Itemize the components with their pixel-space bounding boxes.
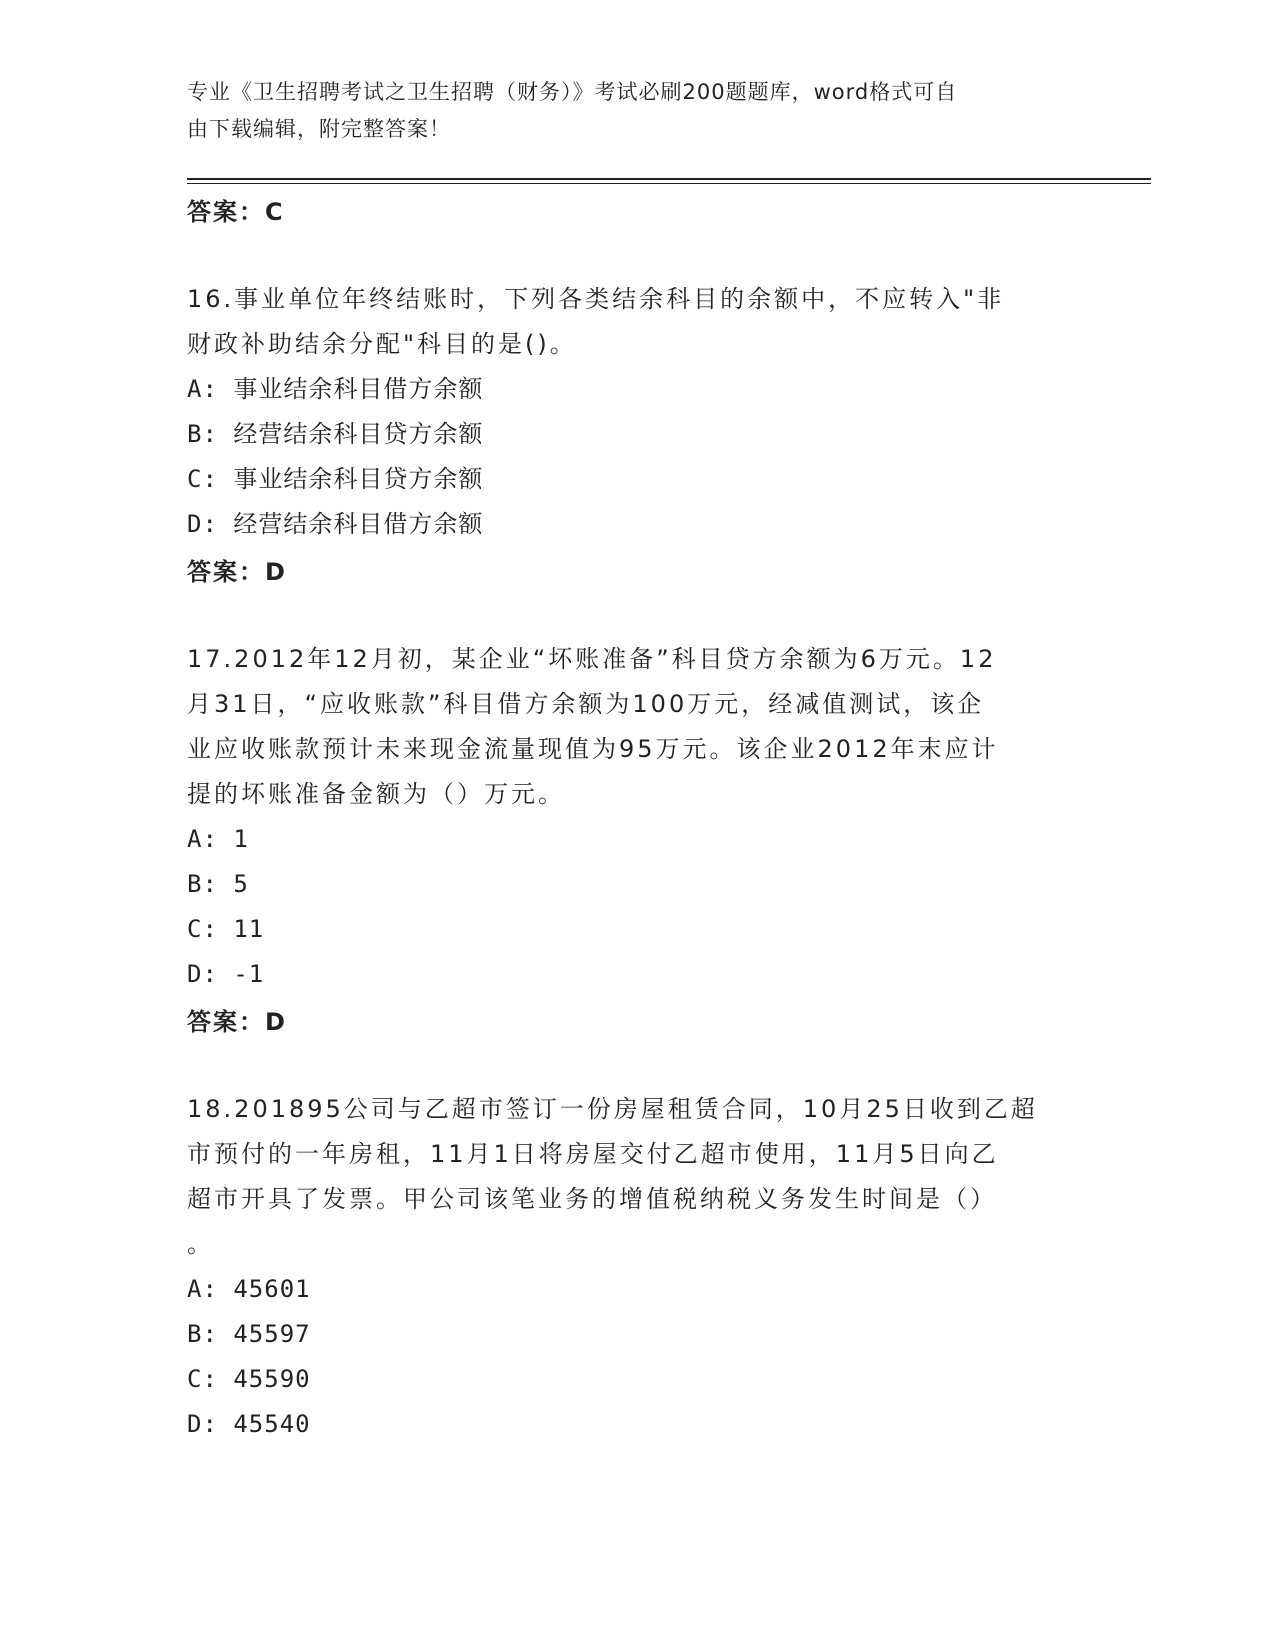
header-divider-thin: [187, 183, 1151, 184]
question-stem: [187, 1087, 1087, 1267]
option-a: [187, 1267, 1087, 1312]
option-text: 经营结余科目借方余额: [233, 510, 484, 538]
answer-line: [187, 547, 1087, 597]
spacer: [187, 237, 1087, 277]
option-text: 45601: [233, 1275, 311, 1303]
option-key: B:: [187, 870, 218, 898]
stem-line: 超市开具了发票。甲公司该笔业务的增值税纳税义务发生时间是（）: [187, 1185, 997, 1213]
header-line-1: 专业《卫生招聘考试之卫生招聘（财务）》考试必刷200题题库，word格式可自: [187, 80, 958, 104]
stem-line: 18.201895公司与乙超市签订一份房屋租赁合同，10月25日收到乙超: [187, 1095, 1038, 1123]
answer-label: 答案：: [187, 558, 265, 586]
header-line-2: 由下载编辑，附完整答案！: [187, 117, 451, 141]
question-16: [187, 277, 1087, 597]
option-text: 45597: [233, 1320, 311, 1348]
option-b: [187, 862, 1087, 907]
option-key: B:: [187, 1320, 218, 1348]
option-d: [187, 1402, 1087, 1447]
spacer: [187, 597, 1087, 637]
option-c: [187, 907, 1087, 952]
answer-value: D: [265, 558, 287, 586]
option-c: [187, 1357, 1087, 1402]
stem-line: 提的坏账准备金额为（）万元。: [187, 780, 565, 808]
option-text: 1: [233, 825, 249, 853]
stem-line: 业应收账款预计未来现金流量现值为95万元。该企业2012年末应计: [187, 735, 999, 763]
header-divider-thick: [187, 178, 1151, 180]
option-key: A:: [187, 375, 218, 403]
option-text: -1: [233, 960, 265, 988]
option-text: 11: [233, 915, 265, 943]
answer-label: 答案：: [187, 1008, 265, 1036]
option-text: 经营结余科目贷方余额: [233, 420, 484, 448]
stem-line: 月31日，“应收账款”科目借方余额为100万元，经减值测试，该企: [187, 690, 985, 718]
option-b: [187, 1312, 1087, 1357]
option-key: C:: [187, 915, 218, 943]
option-text: 事业结余科目借方余额: [233, 375, 484, 403]
answer-line: [187, 997, 1087, 1047]
question-18: [187, 1087, 1087, 1447]
stem-line: 市预付的一年房租，11月1日将房屋交付乙超市使用，11月5日向乙: [187, 1140, 999, 1168]
option-b: [187, 412, 1087, 457]
option-d: [187, 502, 1087, 547]
option-key: A:: [187, 825, 218, 853]
option-a: [187, 367, 1087, 412]
option-key: D:: [187, 960, 218, 988]
question-stem: [187, 277, 1087, 367]
stem-line: 16.事业单位年终结账时，下列各类结余科目的余额中，不应转入"非: [187, 285, 1005, 313]
answer-value: D: [265, 1008, 287, 1036]
option-text: 45590: [233, 1365, 311, 1393]
stem-line: 17.2012年12月初，某企业“坏账准备”科目贷方余额为6万元。12: [187, 645, 997, 673]
option-text: 事业结余科目贷方余额: [233, 465, 484, 493]
option-d: [187, 952, 1087, 997]
document-header: [187, 74, 1067, 148]
question-17: [187, 637, 1087, 1047]
answer-line-prev: [187, 187, 1087, 237]
answer-value: C: [265, 198, 285, 226]
option-key: B:: [187, 420, 218, 448]
stem-line: 。: [187, 1230, 214, 1258]
option-key: D:: [187, 510, 218, 538]
option-text: 5: [233, 870, 249, 898]
option-key: C:: [187, 1365, 218, 1393]
option-key: D:: [187, 1410, 218, 1438]
question-stem: [187, 637, 1087, 817]
stem-line: 财政补助结余分配"科目的是()。: [187, 330, 577, 358]
option-a: [187, 817, 1087, 862]
document-body: [187, 187, 1087, 1447]
option-c: [187, 457, 1087, 502]
answer-label: 答案：: [187, 198, 265, 226]
option-key: A:: [187, 1275, 218, 1303]
spacer: [187, 1047, 1087, 1087]
option-key: C:: [187, 465, 218, 493]
option-text: 45540: [233, 1410, 311, 1438]
